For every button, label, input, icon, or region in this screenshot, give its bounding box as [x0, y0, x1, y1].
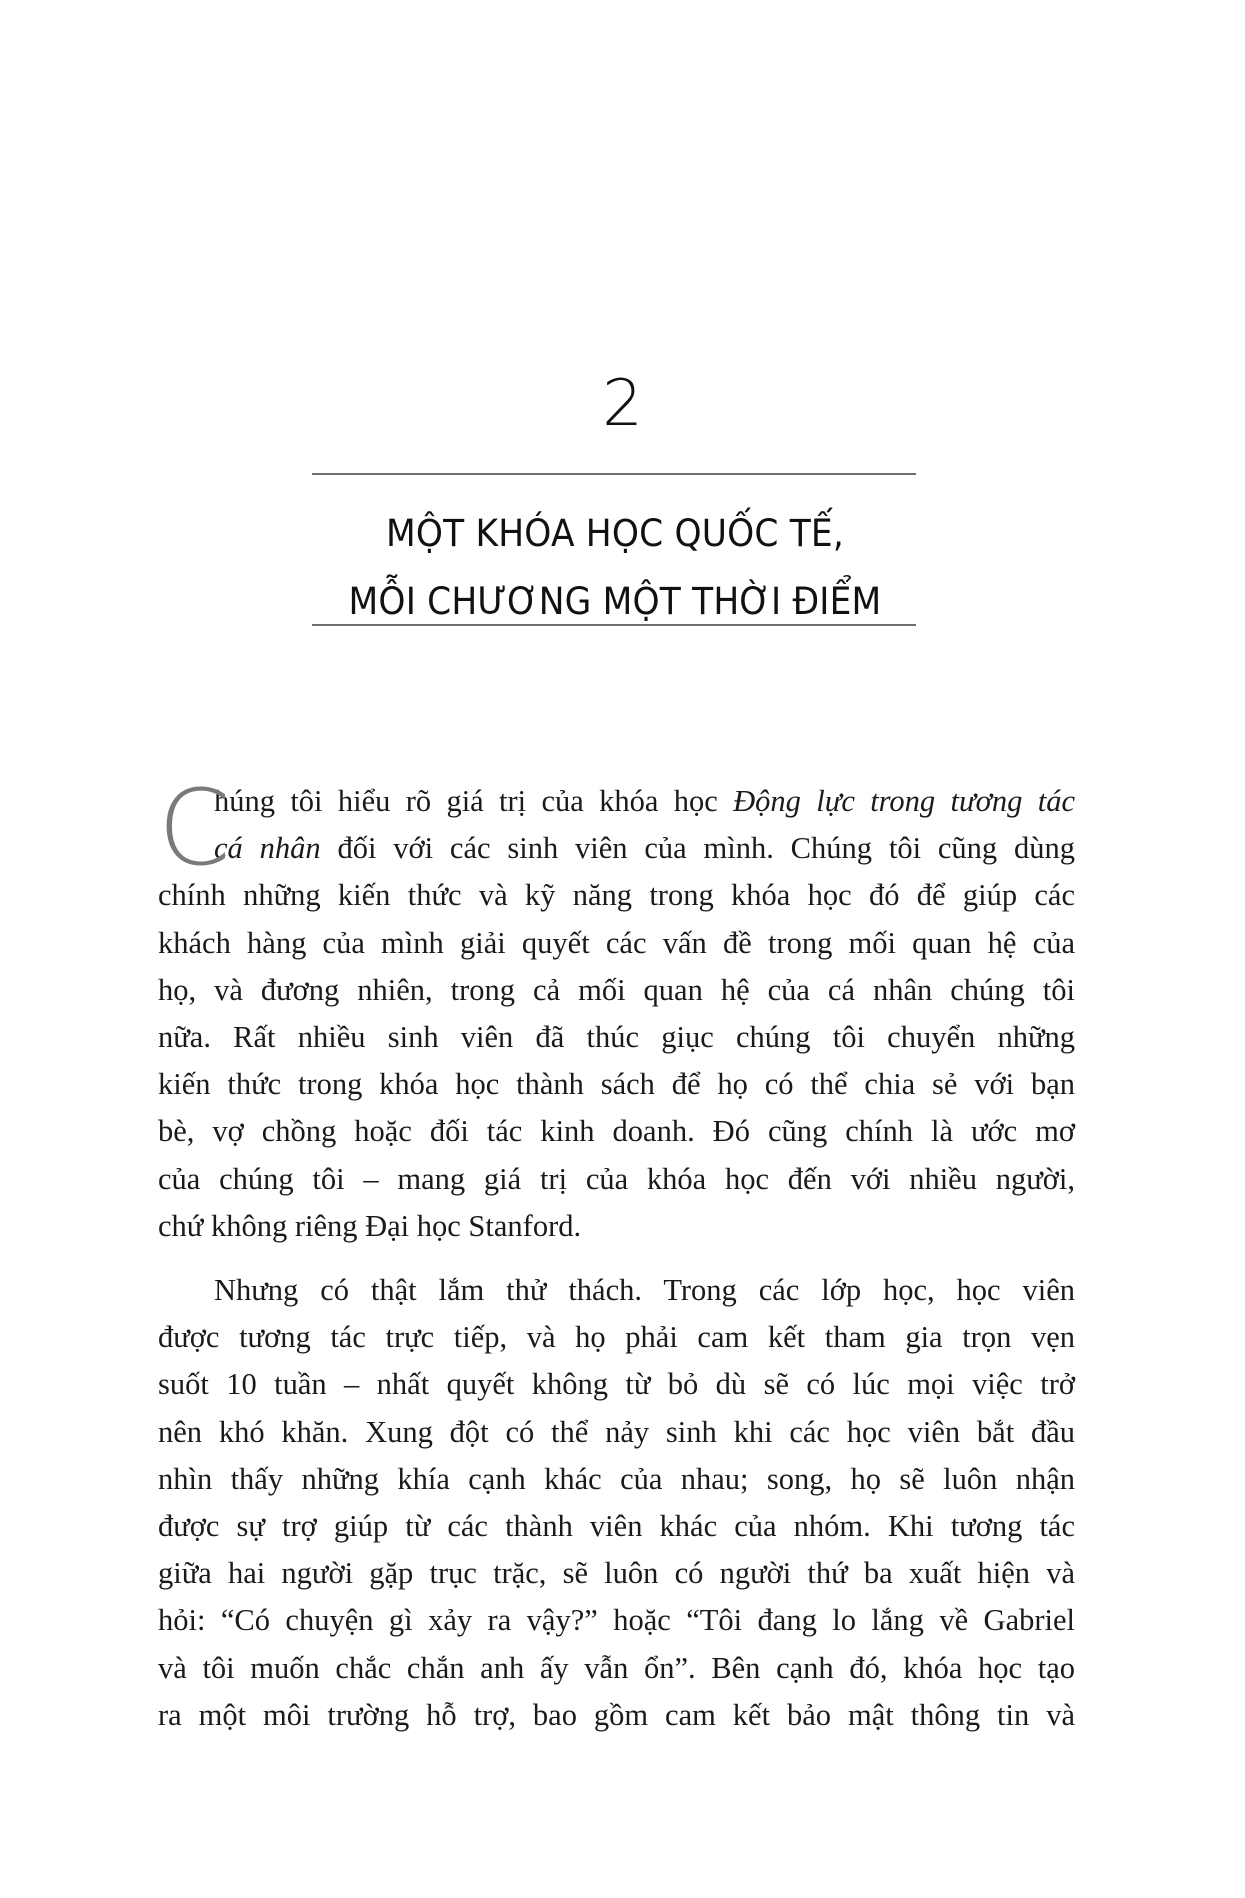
text-line: chứ không riêng Đại học Stanford. — [158, 1208, 582, 1243]
title-rule-bottom — [312, 624, 916, 626]
text-line: họ, và đương nhiên, trong cả mối quan hệ của cá nhân chúng tôi — [158, 972, 1075, 1007]
text-line: hỏi: “Có chuyện gì xảy ra vậy?” hoặc “Tôi đang lo lắng về Gabriel — [158, 1603, 1075, 1638]
text-line: được tương tác trực tiếp, và họ phải cam kết tham gia trọn vẹn — [158, 1320, 1075, 1355]
text-line — [158, 825, 1075, 872]
drop-cap: C — [158, 767, 231, 889]
text-line: khách hàng của mình giải quyết các vấn đề trong mối quan hệ của — [158, 925, 1075, 960]
italic-course-title: cá nhân — [214, 831, 321, 866]
text-line: nên khó khăn. Xung đột có thể nảy sinh khi các học viên bắt đầu — [158, 1414, 1075, 1449]
text-line: ra một môi trường hỗ trợ, bao gồm cam kết bảo mật thông tin và — [158, 1697, 1075, 1732]
italic-course-title: Động lực trong tương tác — [733, 784, 1075, 818]
text-line: suốt 10 tuần – nhất quyết không từ bỏ dù sẽ có lúc mọi việc trở — [158, 1367, 1075, 1402]
text-line: được sự trợ giúp từ các thành viên khác của nhóm. Khi tương tác — [158, 1509, 1075, 1544]
text-line: nhìn thấy những khía cạnh khác của nhau; song, họ sẽ luôn nhận — [158, 1461, 1075, 1496]
title-rule-top — [312, 473, 916, 475]
text-line: bè, vợ chồng hoặc đối tác kinh doanh. Đó cũng chính là ước mơ — [158, 1114, 1075, 1149]
text-line: Nhưng có thật lắm thử thách. Trong các lớp học, học viên — [214, 1273, 1075, 1308]
text-line: chính những kiến thức và kỹ năng trong khóa học đó để giúp các — [158, 878, 1075, 913]
text-line: của chúng tôi – mang giá trị của khóa học đến với nhiều người, — [158, 1161, 1075, 1196]
text-line: nữa. Rất nhiều sinh viên đã thúc giục chúng tôi chuyển những — [158, 1020, 1075, 1055]
chapter-body — [158, 767, 1075, 1739]
chapter-title — [322, 500, 908, 636]
chapter-title-line-1: MỘT KHÓA HỌC QUỐC TẾ, — [386, 512, 844, 555]
paragraph-1 — [158, 767, 1075, 1250]
paragraph-2 — [158, 1267, 1075, 1739]
text-line: và tôi muốn chắc chắn anh ấy vẫn ổn”. Bên cạnh đó, khóa học tạo — [158, 1650, 1075, 1685]
text-run: húng tôi hiểu rõ giá trị của khóa học — [214, 784, 734, 818]
text-line: kiến thức trong khóa học thành sách để họ có thể chia sẻ với bạn — [158, 1067, 1075, 1102]
chapter-title-line-2: MỖI CHƯƠNG MỘT THỜI ĐIỂM — [348, 580, 882, 623]
text-run: đối với các sinh viên của mình. Chúng tôi cũng dùng — [320, 831, 1075, 866]
text-line — [158, 778, 1075, 825]
chapter-number: 2 — [602, 367, 643, 441]
text-line: giữa hai người gặp trục trặc, sẽ luôn có người thứ ba xuất hiện và — [158, 1556, 1075, 1591]
